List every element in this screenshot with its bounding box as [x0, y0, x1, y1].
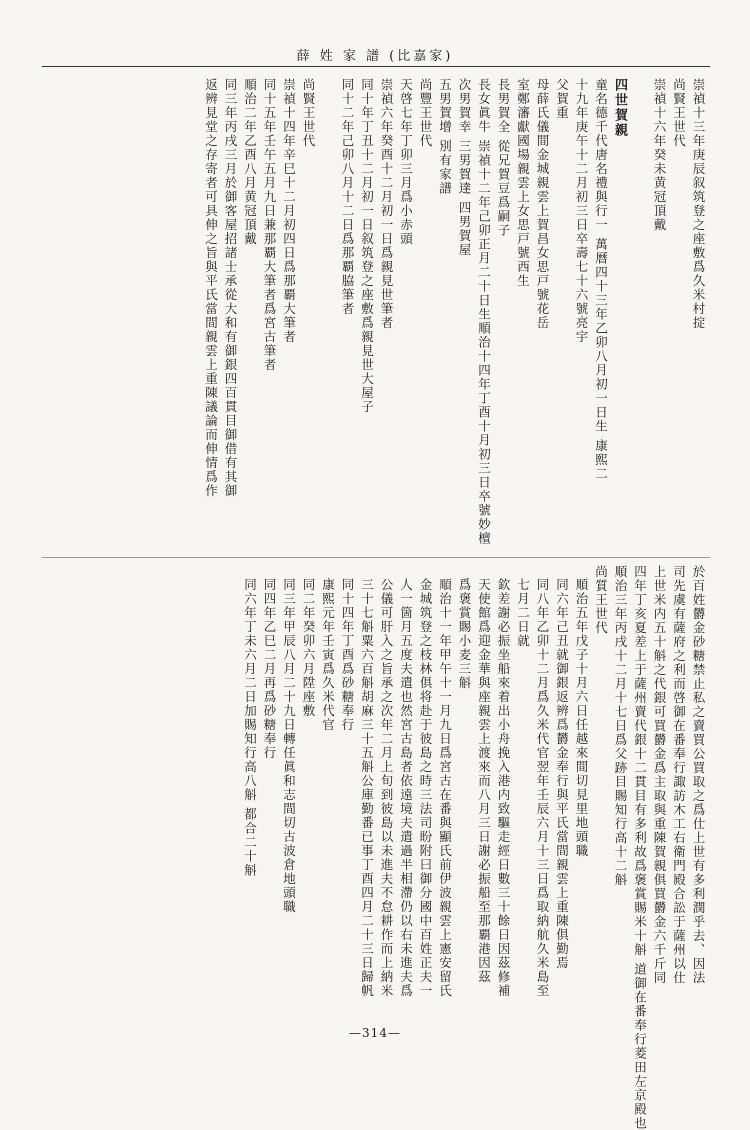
text-column: 同四年乙巳二月再爲砂糖奉行: [262, 578, 277, 760]
text-column: 童名德千代唐名禮與行一 萬曆四十三年乙卯八月初一日生 康熙二: [593, 78, 609, 481]
text-column: 長男賀全 從兄賀豆爲嗣子: [496, 78, 511, 238]
text-column: 崇禎十三年庚辰叙筑登之座敷爲久米村掟: [691, 78, 706, 330]
text-column: 爲褒賞賜小麦三斛: [457, 578, 472, 690]
text-column: 尚質王世代: [593, 565, 609, 635]
text-column: 公儀可肝入之旨承之次年二月上旬到彼島以未進夫不怠耕作而上納米: [379, 578, 394, 998]
text-column: 崇禎十四年辛巳十二月初四日爲那覇大筆者: [281, 78, 297, 344]
text-column: 同三年甲辰八月二十九日轉任眞和志間切古波倉地頭職: [281, 578, 297, 914]
text-column: 五男賀增 別有家譜: [437, 78, 453, 196]
text-column: 司先虞有薩府之利而啓御在番奉行諏訪木工右衛門殿合訟于薩州以仕: [671, 565, 687, 985]
text-column: 長女眞牛 崇禎十二年己卯正月二十日生順治十四年丁酉十月初三日卒號妙檀: [476, 78, 492, 546]
mid-divider: [42, 557, 710, 558]
text-column: 室鄭瀋獻國場親雲上女思戸號西生: [515, 78, 531, 288]
text-column: 同六年己丑就御銀返辨爲欝金奉行與平氏當間親雲上重陳俱勤焉: [554, 578, 570, 970]
text-column: 同六年丁未六月二日加賜知行高八斛 都合二十斛: [242, 578, 258, 878]
text-column: 同十二年己卯八月十二日爲那覇脇筆者: [340, 78, 355, 316]
text-column: 返辨見堂之存寄者可具伸之旨與平氏當間親雲上重陳議論而伸情爲作: [203, 78, 219, 498]
text-column: 崇禎十六年癸未黄冠頂戴: [652, 78, 667, 232]
text-column: 崇禎六年癸酉十二月初一日爲親見世筆者: [379, 78, 394, 330]
text-column: 三十七斛粟六百斛胡麻三十五斛公庫勤番已事丁酉四月二十三日歸帆: [359, 578, 375, 998]
text-column: 次男賀幸 三男賀達 四男賀屋: [457, 78, 472, 257]
text-column: 同三年丙戌三月於御客屋招諸士承從大和有御銀四百貫目御借有其御: [223, 78, 238, 498]
text-column: 同二年癸卯六月陞座敷: [301, 578, 316, 718]
text-column: [626, 78, 646, 548]
text-column: [314, 78, 334, 548]
text-column: 人一箇月五度夫遣也然宮古島者依遠境夫遣過半相滯仍以右未進夫爲: [398, 578, 414, 998]
page-number: —314—: [349, 1026, 401, 1040]
header-rule: [42, 66, 710, 67]
text-column: 十九年庚午十二月初三日卒壽七十六號亮宇: [574, 78, 589, 344]
text-column: 順治二年乙酉八月黄冠頂戴: [242, 78, 258, 246]
text-column: 天啓七年丁卯三月爲小赤頭: [398, 78, 414, 246]
text-column: 天使館爲迎金華與座親雲上渡來而八月三日謝必振船至那覇港因茲: [476, 578, 492, 984]
text-column: 順治三年丙戌十二月十七日爲父跡目賜知行高十二斛: [613, 565, 628, 887]
text-column: 同十五年壬午五月九日兼那覇大筆者爲宮古筆者: [262, 78, 277, 372]
text-column: 欽差謝必振坐船來着出小舟挽入港内致驅走經日數三十餘日因茲修補: [496, 578, 511, 998]
text-column: 金城筑登之枝林俱将赴于彼島之時三法司盼附曰御分國中百姓正夫一: [418, 578, 433, 998]
text-column: 同八年乙卯十二月爲久米代官翌年壬辰六月十三日爲取納航久米島至: [535, 578, 550, 998]
text-column: 順治十一年甲午十一月九日爲宮古在番與顯氏前伊波親雲上憲安留氏: [437, 578, 453, 998]
text-column: 七月二日就: [515, 578, 531, 648]
text-column: 尚豐王世代: [418, 78, 433, 148]
text-column: 尚賢王世代: [671, 78, 687, 148]
text-column: 順治五年戊子十月六日任越來間切見里地頭職: [574, 578, 589, 858]
page-header-title: 薛 姓 家 譜 (比嘉家): [296, 49, 454, 64]
text-column: 四世賀親: [612, 78, 627, 138]
text-column: 四年丁亥夏差上于薩州賣代銀十二貫目有多利故爲褒賞賜米十斛 道御在番奉行菱田左京殿也: [632, 565, 648, 1130]
text-column: 康熙元年壬寅爲久米代官: [320, 578, 336, 732]
text-column: 同十年丁丑十二月初一日叙筑登之座敷爲親見世大屋子: [359, 78, 375, 414]
text-column: 父賀重: [554, 78, 570, 120]
text-column: 上世米内五十斛之代銀可買欝金爲主取與重陳賀親俱買欝金六千斤同: [652, 565, 667, 985]
text-column: 於百姓欝金砂糖禁止私之賣買公買取之爲仕上世有多利潤乎去、因法: [691, 565, 706, 985]
text-column: 母薛氏儀間金城親雲上賀昌女思戸號花岳: [535, 78, 550, 330]
text-column: 同十四年丁酉爲砂糖奉行: [340, 578, 355, 732]
text-column: 尚賢王世代: [301, 78, 316, 148]
upper-text-block: [44, 78, 704, 548]
